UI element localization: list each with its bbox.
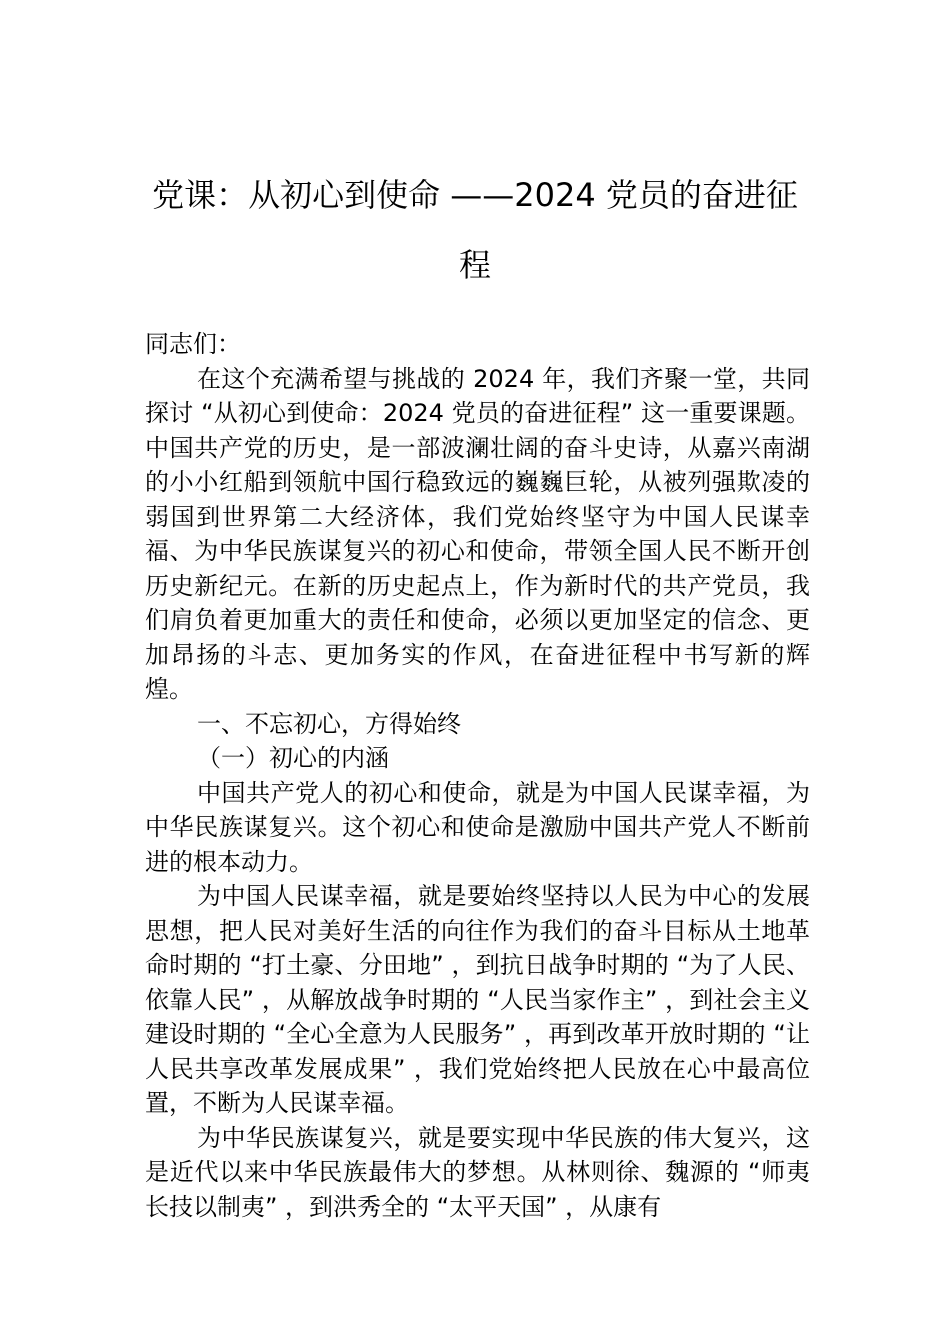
body-paragraph: 为中华民族谋复兴，就是要实现中华民族的伟大复兴，这是近代以来中华民族最伟大的梦想。从林则徐、魏源的 “师夷长技以制夷” ，到洪秀全的 “太平天国” ，从康有 — [145, 1123, 810, 1221]
section-heading: 一、不忘初心，方得始终 — [197, 709, 461, 738]
document-body — [145, 327, 810, 1224]
document-title: 党课：从初心到使命 ——2024 党员的奋进征程 — [152, 176, 798, 284]
body-paragraph: 中国共产党人的初心和使命，就是为中国人民谋幸福，为中华民族谋复兴。这个初心和使命是激励中国共产党人不断前进的根本动力。 — [145, 778, 810, 876]
subsection-heading: （一）初心的内涵 — [197, 744, 389, 772]
body-paragraph: 为中国人民谋幸福，就是要始终坚持以人民为中心的发展思想，把人民对美好生活的向往作为我们的奋斗目标从土地革命时期的 “打土豪、分田地” ，到抗日战争时期的 “为了人民、依靠人民” ，从解放战争时期的 “人民当家作主” ，到社会主义建设时期的 “全心全意为人民服务” ，再到改革开放时期的 “让人民共享改革发展成果” ，我们党始终把人民放在心中最高位置，不断为人民谋幸福。 — [145, 882, 810, 1117]
intro-paragraph: 在这个充满希望与挑战的 2024 年，我们齐聚一堂，共同探讨 “从初心到使命：2024 党员的奋进征程” 这一重要课题。中国共产党的历史，是一部波澜壮阔的奋斗史诗，从嘉兴南湖的小小红船到领航中国行稳致远的巍巍巨轮，从被列强欺凌的弱国到世界第二大经济体，我们党始终坚守为中国人民谋幸福、为中华民族谋复兴的初心和使命，带领全国人民不断开创历史新纪元。在新的历史起点上，作为新时代的共产党员，我们肩负着更加重大的责任和使命，必须以更加坚定的信念、更加昂扬的斗志、更加务实的作风，在奋进征程中书写新的辉煌。 — [145, 364, 810, 703]
salutation: 同志们： — [145, 330, 241, 358]
